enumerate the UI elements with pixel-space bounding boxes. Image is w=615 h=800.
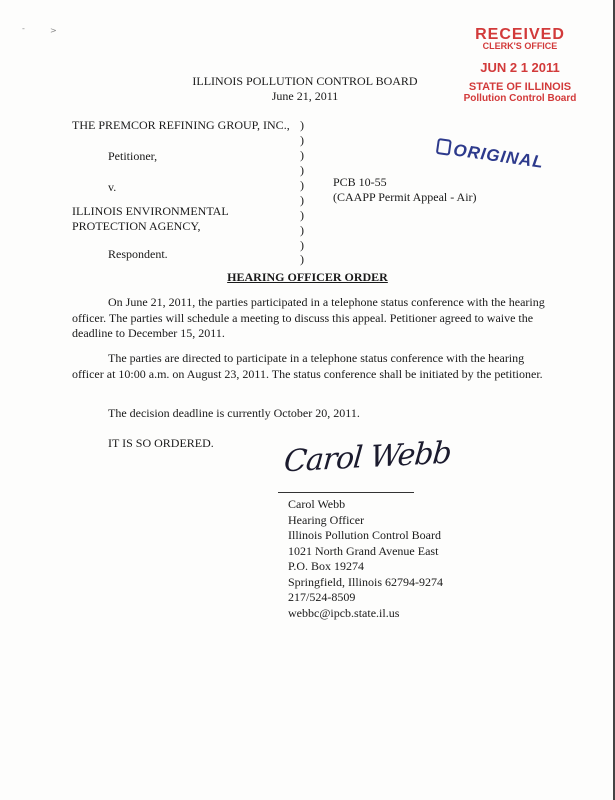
scan-mark: > [50, 26, 57, 35]
petitioner-label: Petitioner, [108, 149, 158, 163]
petitioner-name: THE PREMCOR REFINING GROUP, INC., [72, 118, 290, 132]
versus: v. [108, 180, 117, 194]
respondent-name-line1: ILLINOIS ENVIRONMENTAL [72, 204, 229, 218]
case-type: (CAAPP Permit Appeal - Air) [333, 190, 477, 204]
signer-email: webbc@ipcb.state.il.us [288, 605, 400, 620]
signature-line [278, 492, 414, 493]
order-paragraph-3: The decision deadline is currently October 20, 2011. [108, 406, 360, 420]
caption-paren: ) [300, 148, 304, 162]
header-date: June 21, 2011 [271, 89, 339, 103]
signer-city: Springfield, Illinois 62794-9274 [288, 574, 443, 589]
scan-mark: - [22, 24, 25, 33]
stamp-board: Pollution Control Board [463, 93, 577, 104]
order-paragraph-1: On June 21, 2011, the parties participated in a telephone status conference with the hearing officer. The parties will schedule a meeting to discuss this appeal. Petitioner agreed to waive the deadline to December 15, 2011. [72, 295, 545, 340]
original-stamp [435, 138, 545, 173]
original-stamp-box-icon [436, 138, 452, 156]
caption-paren: ) [300, 193, 304, 207]
signer-organization: Illinois Pollution Control Board [288, 528, 442, 542]
caption-paren: ) [300, 223, 304, 237]
received-stamp [452, 26, 588, 110]
caption-paren: ) [300, 178, 304, 192]
agency-heading: ILLINOIS POLLUTION CONTROL BOARD [192, 74, 418, 88]
signer-po-box: P.O. Box 19274 [288, 559, 365, 573]
stamp-state: STATE OF ILLINOIS [468, 81, 572, 93]
clerks-office-label: CLERK'S OFFICE [482, 41, 558, 51]
case-number: PCB 10-55 [333, 175, 387, 189]
handwritten-signature [283, 436, 453, 480]
order-paragraph-2: The parties are directed to participate in a telephone status conference with the hearing officer at 10:00 a.m. on August 23, 2011. The status conference shall be initiated by the petitioner. [72, 351, 543, 381]
caption-paren: ) [300, 118, 304, 132]
order-title: HEARING OFFICER ORDER [227, 270, 388, 284]
received-date: JUN 2 1 2011 [480, 60, 560, 75]
received-label: RECEIVED [475, 26, 565, 43]
signature-block [288, 497, 443, 621]
respondent-label: Respondent. [108, 247, 168, 261]
caption-paren: ) [300, 163, 304, 177]
signature-script: Carol Webb [282, 435, 453, 480]
caption-paren: ) [300, 133, 304, 147]
caption-paren: ) [300, 252, 304, 266]
respondent-name-line2: PROTECTION AGENCY, [72, 219, 201, 233]
signer-phone: 217/524-8509 [288, 590, 356, 604]
original-stamp-text: ORIGINAL [452, 140, 546, 172]
so-ordered: IT IS SO ORDERED. [108, 436, 214, 450]
signer-title: Hearing Officer [288, 512, 365, 527]
caption-paren: ) [300, 208, 304, 222]
signer-street: 1021 North Grand Avenue East [288, 543, 439, 558]
caption-paren: ) [300, 238, 304, 252]
signer-name: Carol Webb [288, 497, 346, 511]
